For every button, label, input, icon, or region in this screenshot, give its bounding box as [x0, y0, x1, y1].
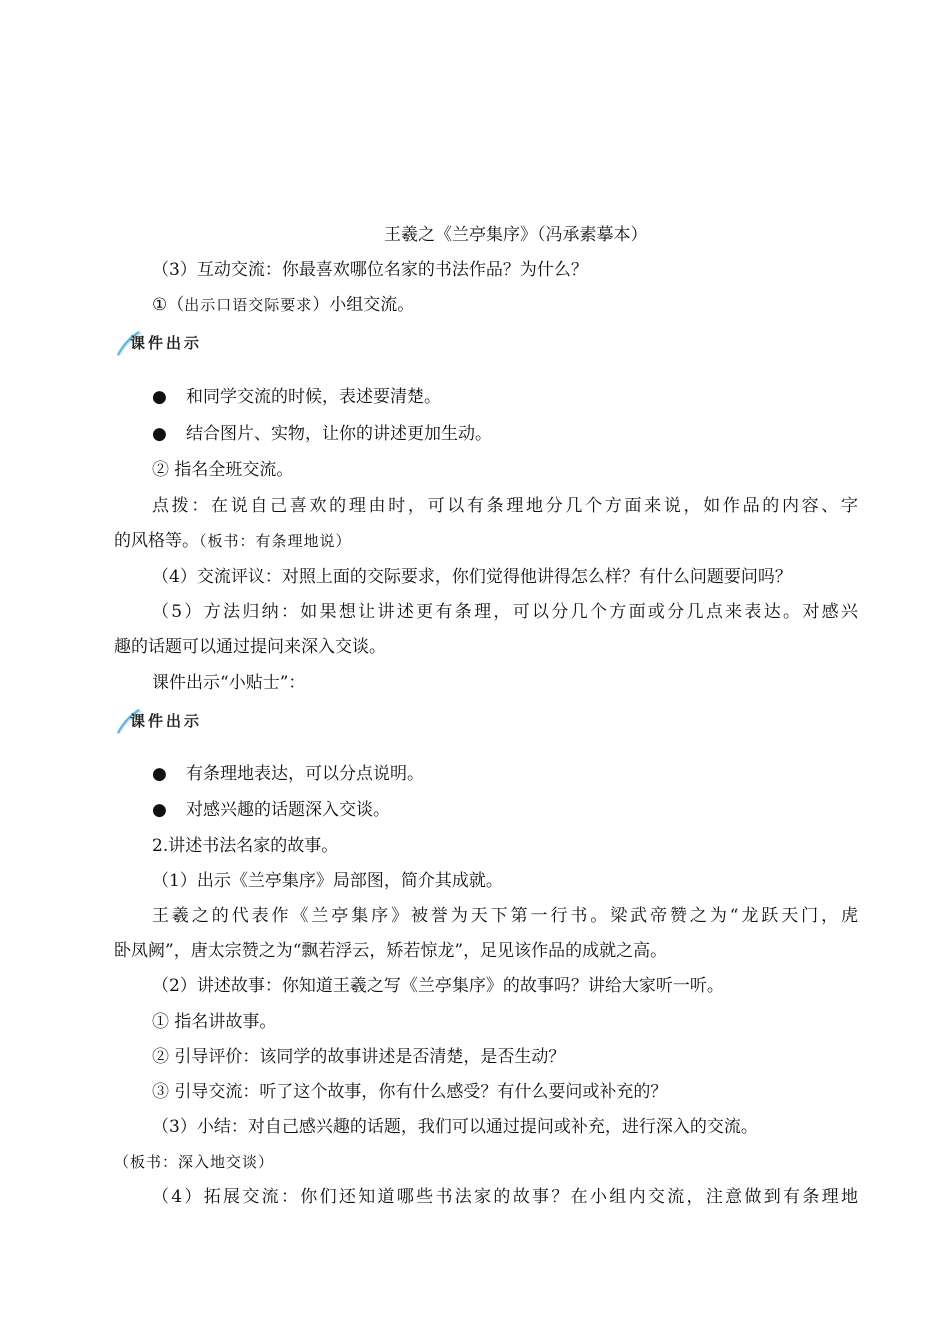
figure-caption: 王羲之《兰亭集序》（冯承素摹本）: [384, 225, 648, 245]
paragraph-tip-line1: 点拨：在说自己喜欢的理由时，可以有条理地分几个方面来说，如作品的内容、字: [152, 496, 858, 516]
text-span: 的风格等。: [114, 531, 199, 551]
bullet-icon: ●: [152, 387, 167, 407]
bullet-icon: ●: [152, 424, 167, 444]
list-item: 有条理地表达，可以分点说明。: [186, 764, 424, 784]
paragraph-show-image: （1）出示《兰亭集序》局部图，简介其成就。: [152, 871, 503, 891]
text-span: ）小组交流。: [312, 295, 415, 315]
section-heading-2: 2.讲述书法名家的故事。: [152, 836, 339, 856]
small-text-span: 出示口语交际要求: [184, 296, 313, 314]
paragraph-wangxizhi-line2: 卧凤阙”，唐太宗赞之为“飘若浮云，矫若惊龙”，足见该作品的成就之高。: [114, 941, 668, 961]
paragraph-tell-story: （2）讲述故事：你知道王羲之写《兰亭集序》的故事吗？讲给大家听一听。: [152, 976, 724, 996]
courseware-label-1: [114, 328, 254, 358]
list-item: 结合图片、实物，让你的讲述更加生动。: [186, 424, 492, 444]
paragraph-tips-intro: 课件出示“小贴士”：: [152, 673, 306, 693]
courseware-label-2: [114, 706, 254, 736]
courseware-label-text: 课件出示: [130, 712, 203, 730]
paragraph-wangxizhi-line1: 王羲之的代表作《兰亭集序》被誉为天下第一行书。梁武帝赞之为“龙跃天门，虎: [152, 906, 858, 926]
paragraph-exchange: ③ 引导交流：听了这个故事，你有什么感受？有什么要问或补充的？: [152, 1082, 668, 1102]
paragraph-group-discussion: [152, 294, 414, 316]
paragraph-method-line2: 趣的话题可以通过提问来深入交谈。: [114, 637, 386, 657]
bullet-icon: ●: [152, 764, 167, 784]
paragraph-name-story: ① 指名讲故事。: [152, 1012, 277, 1032]
paragraph-summary: （3）小结：对自己感兴趣的话题，我们可以通过提问或补充，进行深入的交流。: [152, 1117, 758, 1137]
paragraph-class-discussion: ② 指名全班交流。: [152, 460, 294, 480]
text-span: ①（: [152, 295, 185, 315]
blackboard-note-2: （板书：深入地交谈）: [114, 1153, 275, 1171]
paragraph-interaction: （3）互动交流：你最喜欢哪位名家的书法作品？为什么？: [152, 260, 588, 280]
list-item: 和同学交流的时候，表述要清楚。: [186, 387, 441, 407]
blackboard-note: （板书：有条理地说）: [199, 532, 352, 550]
courseware-label-text: 课件出示: [130, 334, 203, 352]
paragraph-tip-line2: [114, 530, 352, 552]
bullet-icon: ●: [152, 800, 167, 820]
paragraph-method-line1: （5）方法归纳：如果想让讲述更有条理，可以分几个方面或分几点来表达。对感兴: [152, 602, 858, 622]
paragraph-extension: （4）拓展交流：你们还知道哪些书法家的故事？在小组内交流，注意做到有条理地: [152, 1187, 858, 1207]
list-item: 对感兴趣的话题深入交谈。: [186, 800, 390, 820]
paragraph-evaluate: ② 引导评价：该同学的故事讲述是否清楚，是否生动？: [152, 1047, 566, 1067]
paragraph-evaluation: （4）交流评议：对照上面的交际要求，你们觉得他讲得怎么样？有什么问题要问吗？: [152, 567, 792, 587]
